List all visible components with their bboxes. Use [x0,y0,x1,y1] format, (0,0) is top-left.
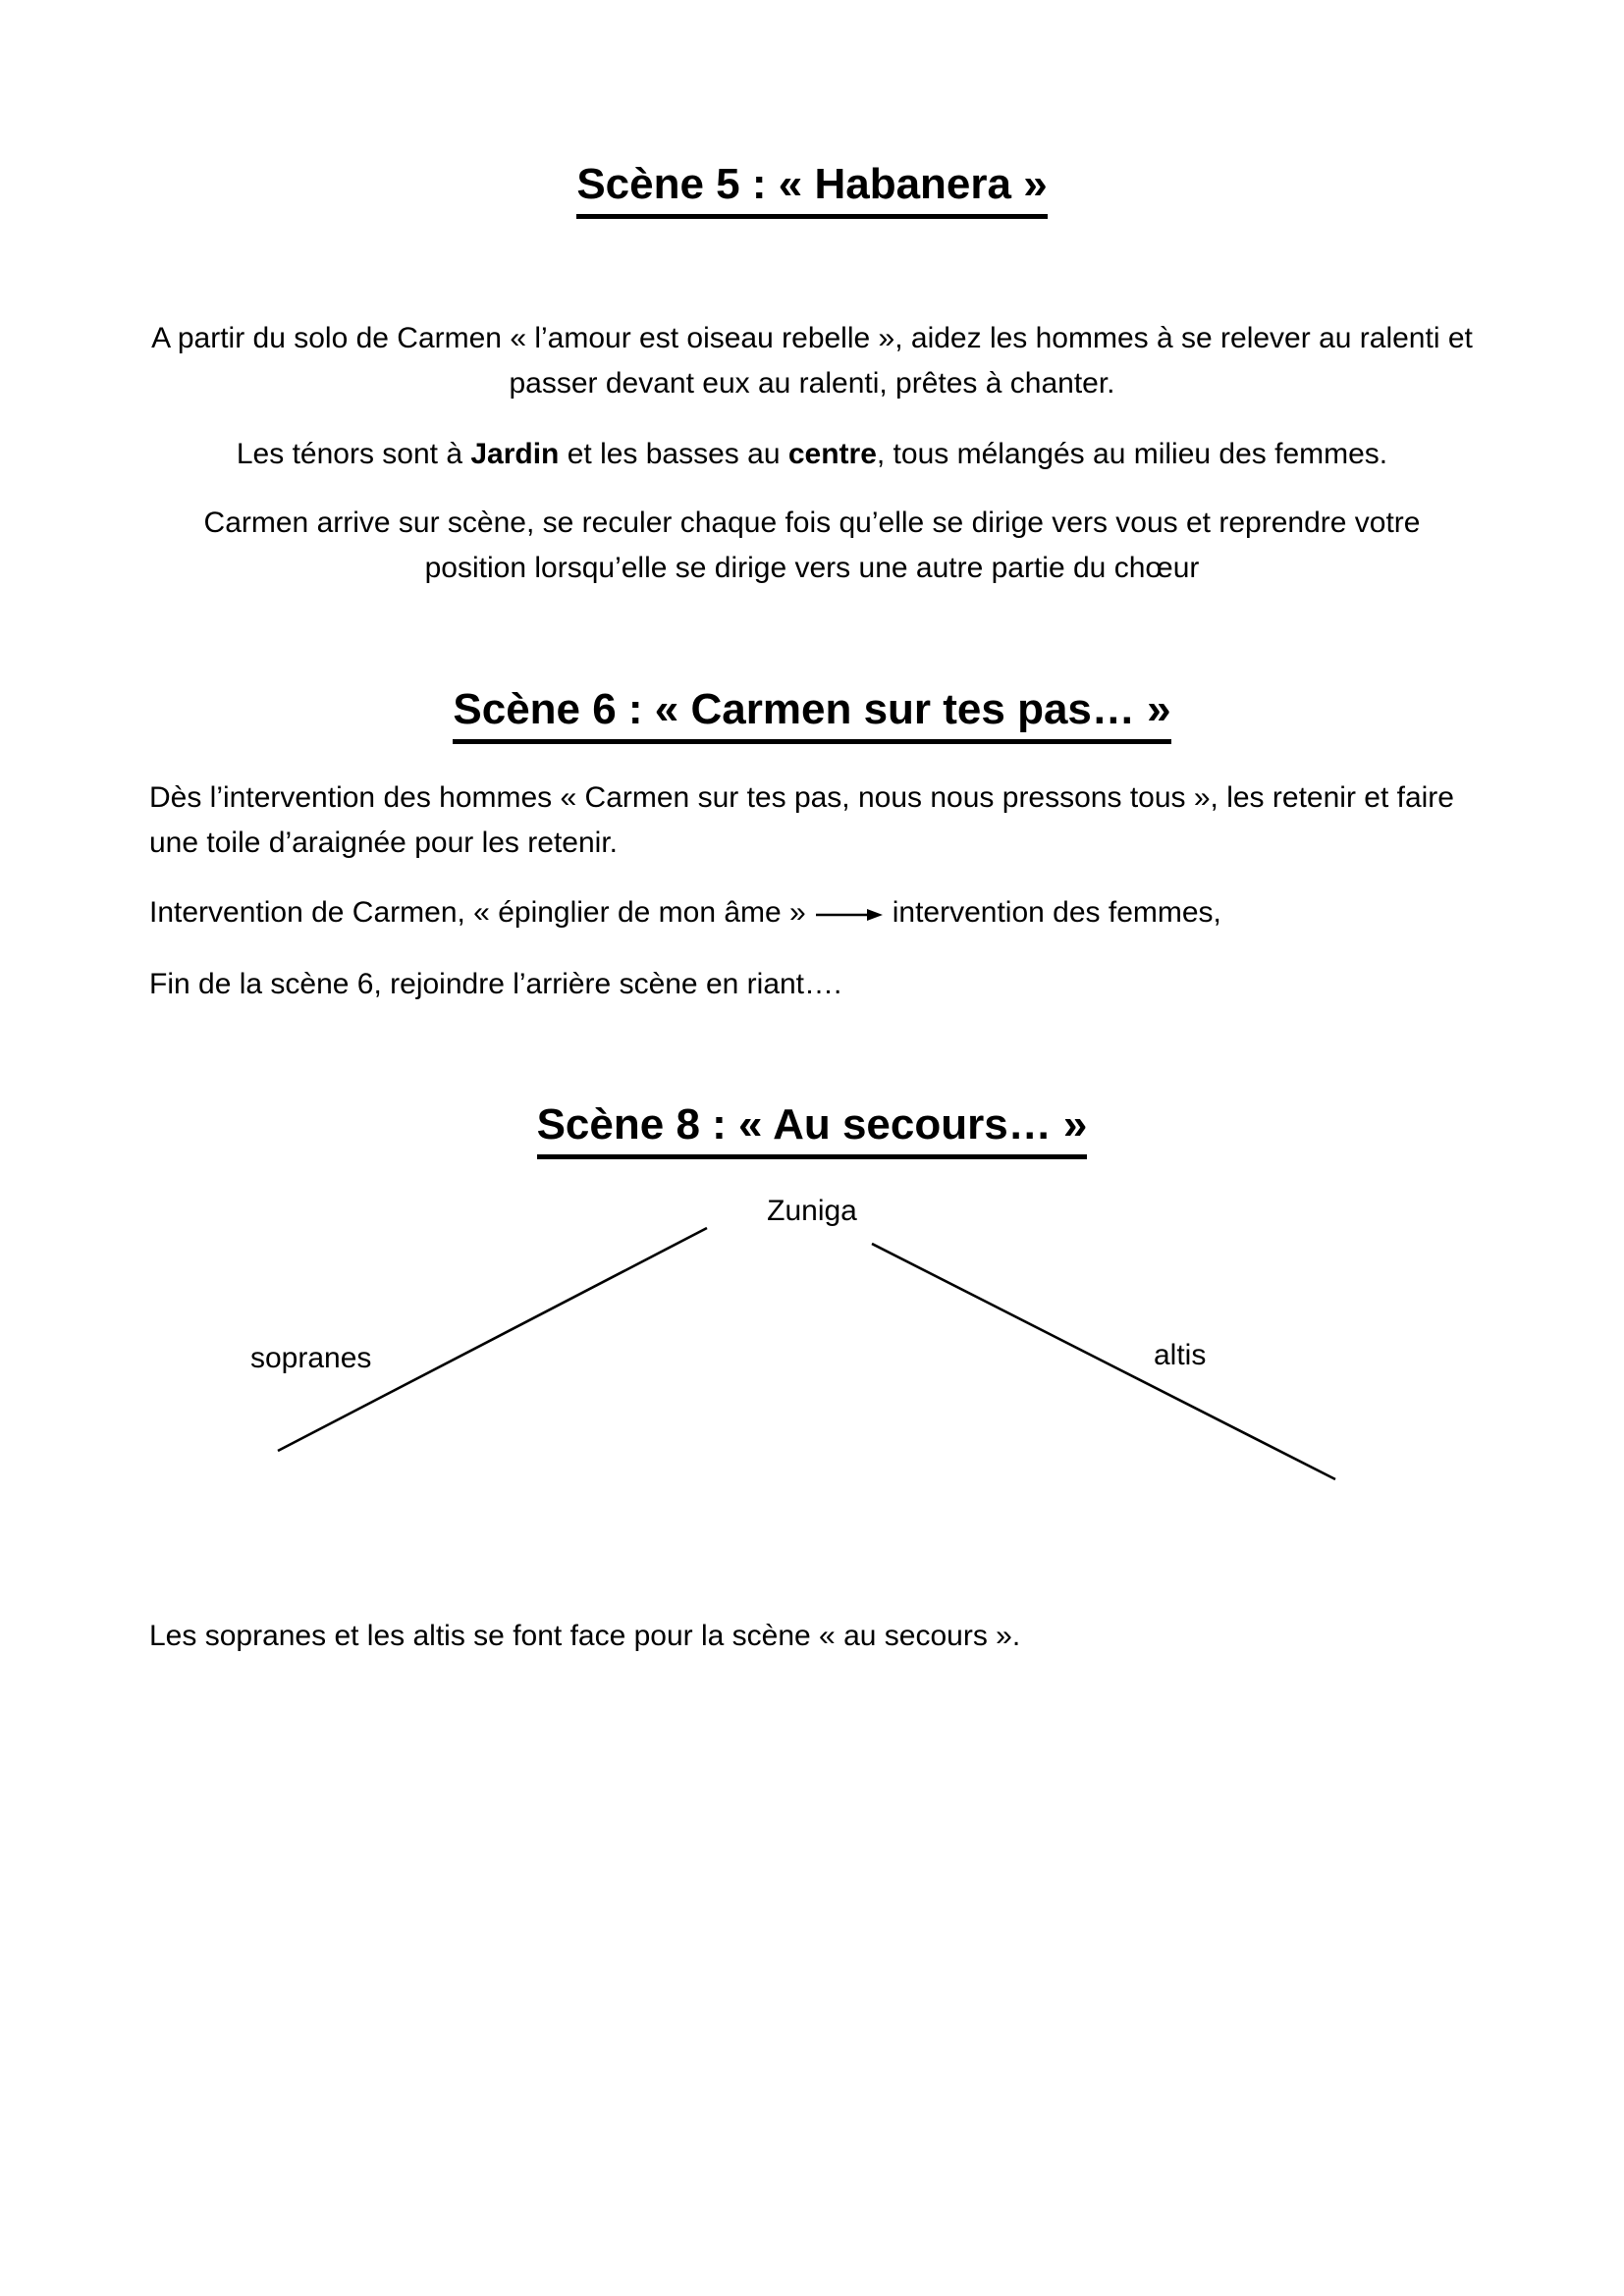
scene8-title: Scène 8 : « Au secours… » [537,1099,1088,1159]
scene5-paragraph-3: Carmen arrive sur scène, se reculer chaque fois qu’elle se dirige vers vous et reprendre votre position lorsqu’elle se dirige vers une autre partie du chœur [203,507,1421,584]
diagram-label-altis: altis [1154,1339,1207,1371]
scene6-paragraph-3: Fin de la scène 6, rejoindre l’arrière scène en riant…. [149,968,842,1000]
scene8-heading-row [0,1099,1624,1159]
scene6-paragraph-1: Dès l’intervention des hommes « Carmen sur tes pas, nous nous pressons tous », les retenir et faire une toile d’araignée pour les retenir. [149,781,1454,859]
scene5-paragraph-1: A partir du solo de Carmen « l’amour est oiseau rebelle », aidez les hommes à se relever au ralenti et passer devant eux au ralenti, prêtes à chanter. [151,322,1473,400]
scene6-title: Scène 6 : « Carmen sur tes pas… » [453,684,1170,744]
diagram-label-zuniga: Zuniga [767,1195,857,1227]
scene8-paragraph-1: Les sopranes et les altis se font face pour la scène « au secours ». [149,1620,1021,1652]
stage-position-diagram [0,1178,1624,1531]
scene5-p2-text-2: et les basses au [559,438,788,470]
scene5-p2-text-1: Les ténors sont à [236,438,471,470]
scene6-heading-row [0,684,1624,744]
diagram-label-sopranes: sopranes [250,1342,372,1374]
scene5-paragraph-2 [149,432,1475,477]
scene5-p2-text-3: , tous mélangés au milieu des femmes. [876,438,1388,470]
scene6-p2-before-arrow: Intervention de Carmen, « épinglier de mon âme » [149,896,806,929]
right-arrow-icon [816,892,885,937]
scene5-p2-bold-jardin: Jardin [470,438,560,470]
scene5-p2-bold-centre: centre [787,438,877,470]
scene5-heading-row [0,159,1624,219]
scene5-title: Scène 5 : « Habanera » [576,159,1047,219]
scene6-p2-after-arrow: intervention des femmes, [892,896,1221,929]
scene6-paragraph-2 [149,890,1475,937]
diagram-right-line [872,1244,1335,1479]
